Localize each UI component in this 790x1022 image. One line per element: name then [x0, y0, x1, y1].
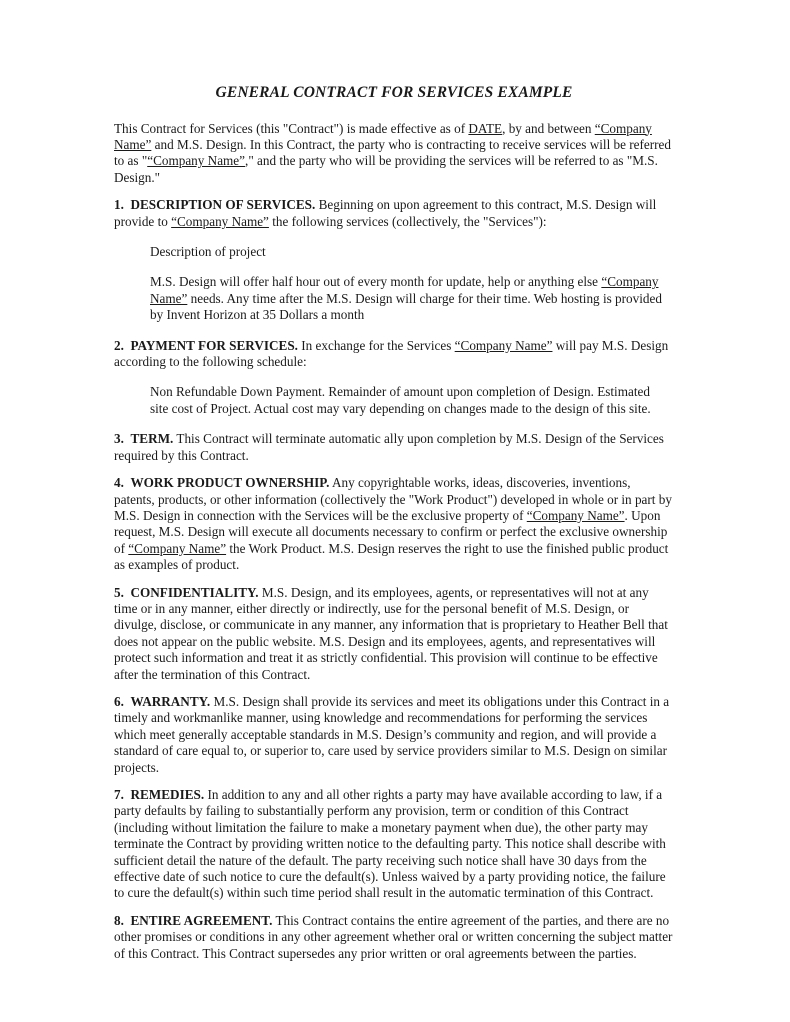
- section-heading: WORK PRODUCT OWNERSHIP.: [130, 475, 330, 491]
- section-paragraph: [114, 431, 674, 464]
- section-paragraph: [114, 338, 674, 371]
- date-placeholder: DATE: [468, 120, 503, 136]
- section-body-cont: will pay M.S. Design according to the following schedule:: [114, 337, 669, 370]
- section-number: 1.: [114, 197, 124, 213]
- section-number: 3.: [114, 431, 124, 447]
- section-paragraph: [114, 913, 674, 962]
- section-paragraph: [114, 694, 674, 776]
- section-body-cont: . Upon request, M.S. Design will execute all documents necessary to confirm or perfect the exclusive ownership of: [114, 507, 668, 556]
- company-name-link: “Company Name”: [171, 213, 269, 229]
- section-body: In exchange for the Services: [297, 337, 455, 353]
- company-name-link: “Company Name”: [147, 153, 246, 169]
- section-paragraph: [114, 197, 674, 230]
- section-paragraph: [114, 585, 674, 683]
- section-body: Beginning on upon agreement to this contract, M.S. Design will provide to: [114, 197, 657, 229]
- section-number: 4.: [114, 475, 124, 491]
- document-body: [114, 84, 674, 973]
- section-number: 7.: [114, 787, 124, 802]
- section-heading: CONFIDENTIALITY.: [130, 584, 259, 600]
- indent-block: Non Refundable Down Payment. Remainder of amount upon completion of Design. Estimated site cost of Project. Actual cost may vary depending on changes made to the design of this site.: [150, 384, 651, 416]
- company-name-link: “Company Name”: [454, 337, 553, 353]
- section-heading: TERM.: [130, 431, 174, 447]
- section-heading: DESCRIPTION OF SERVICES.: [130, 197, 316, 213]
- company-name-link: “Company Name”: [128, 540, 227, 556]
- intro-text-3: and M.S. Design. In this Contract, the party who is contracting to receive services will be referred to as ": [114, 137, 671, 169]
- section-body-cont: the following services (collectively, the "Services"):: [268, 213, 547, 229]
- intro-text-1: This Contract for Services (this "Contract") is made effective as of: [114, 120, 469, 136]
- company-name-link-cont: Name”: [114, 137, 152, 152]
- section-number: 8.: [114, 912, 124, 928]
- intro-paragraph: [114, 121, 674, 187]
- section-paragraph: [114, 787, 674, 902]
- company-name-link: “Company Name”: [526, 507, 625, 523]
- section-heading: PAYMENT FOR SERVICES.: [130, 337, 298, 353]
- section-heading: ENTIRE AGREEMENT.: [130, 912, 273, 928]
- page-title: GENERAL CONTRACT FOR SERVICES EXAMPLE: [215, 84, 573, 101]
- section-body: This Contract contains the entire agreement of the parties, and there are no other promises or conditions in any other agreement whether oral or written concerning the subject matter of this Contract. This Contract supersedes any prior written or oral agreements between the parties.: [114, 912, 673, 961]
- section-body: This Contract will terminate automatic ally upon completion by M.S. Design of the Services required by this Contract.: [114, 431, 664, 463]
- section-paragraph: [114, 475, 674, 573]
- section-body: In addition to any and all other rights a party may have available according to law, if a party defaults by failing to substantially perform any provision, term or condition of this Contract (including without limitation the failure to make a monetary payment when due), the other party may terminate the Contract by providing written notice to the defaulting party. This notice shall describe with sufficient detail the nature of the default. The party receiving such notice shall have 30 days from the effective date of such notice to cure the default(s). Unless waived by a party providing notice, the failure to cure the default(s) within such time period shall result in the automatic termination of this Contract.: [114, 787, 666, 901]
- intro-text-4: ," and the party who will be providing the services will be referred to as "M.S. Design.": [114, 153, 658, 185]
- company-name-link: “Company: [594, 120, 652, 136]
- intro-text-2: , by and between: [502, 120, 595, 136]
- indent-block: Description of project: [150, 244, 266, 260]
- section-heading: REMEDIES.: [130, 787, 205, 802]
- section-number: 2.: [114, 337, 124, 353]
- section-heading: WARRANTY.: [130, 693, 211, 709]
- indent-block: [150, 274, 666, 323]
- company-name-link-cont: Name”: [150, 290, 188, 306]
- section-body-cont2: the Work Product. M.S. Design reserves the right to use the finished public product as examples of product.: [114, 540, 669, 573]
- section-body: M.S. Design, and its employees, agents, or representatives will not at any time or in any manner, either directly or indirectly, use for the personal benefit of M.S. Design, or divulge, disclose, or communicate in any manner, any information that is proprietary to Heather Bell that does not appear on the public website. M.S. Design and its employees, agents, and representatives will protect such information and treat it as strictly confidential. This provision will continue to be effective after the termination of this Contract.: [114, 584, 668, 682]
- section-body: M.S. Design shall provide its services and meet its obligations under this Contract in a timely and workmanlike manner, using knowledge and recommendations for performing the services which meet generally acceptable standards in M.S. Design’s community and region, and will provide a standard of care equal to, or superior to, care used by service providers similar to M.S. Design on similar projects.: [114, 693, 670, 775]
- indent-text-after: needs. Any time after the M.S. Design will charge for their time. Web hosting is provided by Invent Horizon at 35 Dollars a month: [150, 290, 662, 323]
- section-number: 5.: [114, 584, 124, 600]
- indent-text-before: M.S. Design will offer half hour out of every month for update, help or anything else: [150, 274, 602, 290]
- company-name-link: “Company: [601, 274, 659, 290]
- section-number: 6.: [114, 693, 124, 709]
- section-body: Any copyrightable works, ideas, discoveries, inventions, patents, products, or other information (collectively the "Work Product") developed in whole or in part by M.S. Design in connection with the Services will be the exclusive property of: [114, 475, 672, 523]
